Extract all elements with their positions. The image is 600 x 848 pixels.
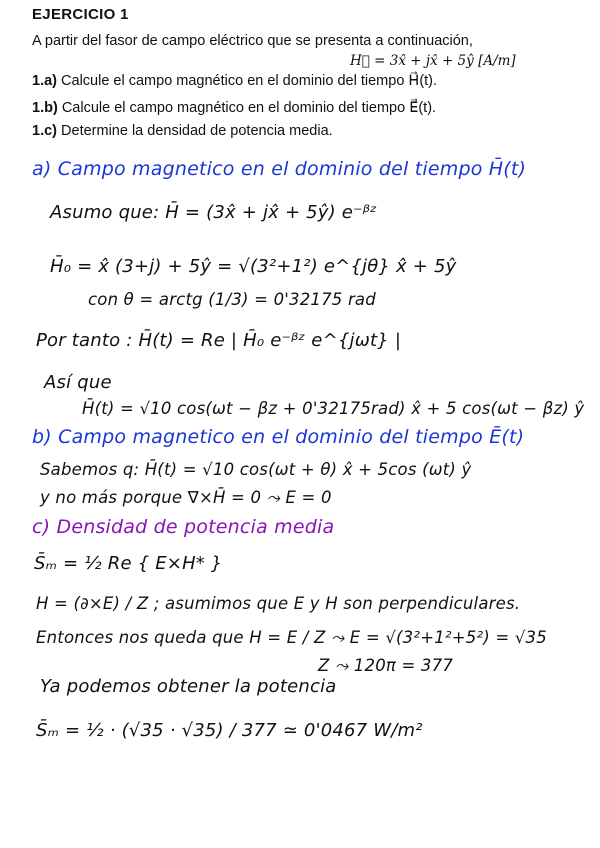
answer-c-line-impedance: Z ⤳ 120π = 377	[318, 656, 454, 675]
answer-a-line-phasor: H̄₀ = x̂ (3+j) + 5ŷ = √(3²+1²) e^{jθ} x̂ + 5ŷ	[50, 256, 457, 277]
intro-text: A partir del fasor de campo eléctrico que se presenta a continuación,	[32, 33, 473, 49]
exercise-title: EJERCICIO 1	[32, 6, 129, 23]
answer-a-heading: a) Campo magnetico en el dominio del tiempo H̄(t)	[32, 158, 527, 180]
answer-c-line-obtain: Ya podemos obtener la potencia	[40, 676, 337, 697]
question-1c-text: Determine la densidad de potencia media.	[61, 123, 333, 139]
answer-c-line-result: S̄ₘ = ½ · (√35 · √35) / 377 ≃ 0'0467 W/m²	[36, 720, 423, 741]
answer-c-line-e-magnitude: Entonces nos queda que H = E / Z ⤳ E = √(3²+1²+5²) = √35	[36, 628, 547, 647]
answer-a-line-result: H̄(t) = √10 cos(ωt − βz + 0'32175rad) x̂ + 5 cos(ωt − βz) ŷ	[82, 399, 585, 418]
answer-b-line-conclusion: y no más porque ∇×H̄ = 0 ⤳ E = 0	[40, 488, 332, 507]
answer-c-heading: c) Densidad de potencia media	[32, 516, 335, 538]
answer-a-line-therefore: Por tanto : H̄(t) = Re | H̄₀ e⁻ᵝᶻ e^{jωt} |	[36, 330, 402, 351]
question-1a	[32, 72, 437, 90]
question-1c	[32, 122, 333, 140]
answer-c-line-power-def: S̄ₘ = ½ Re { E×H* }	[34, 553, 223, 574]
answer-a-line-assumption: Asumo que: H̄ = (3x̂ + jx̂ + 5ŷ) e⁻ᵝᶻ	[50, 202, 378, 223]
question-1b-label: 1.b)	[32, 100, 58, 116]
answer-a-line-so: Así que	[44, 372, 112, 393]
question-1a-label: 1.a)	[32, 73, 57, 89]
answer-a-line-theta: con θ = arctg (1/3) = 0'32175 rad	[88, 290, 376, 309]
answer-b-line-known: Sabemos q: H̄(t) = √10 cos(ωt + θ) x̂ + 5cos (ωt) ŷ	[40, 460, 472, 479]
answer-b-heading: b) Campo magnetico en el dominio del tiempo Ē(t)	[32, 426, 525, 448]
question-1c-label: 1.c)	[32, 123, 57, 139]
question-1b-text: Calcule el campo magnético en el dominio del tiempo E⃗(t).	[61, 100, 437, 116]
field-phasor-formula: H⃗ = 3x̂ + jx̂ + 5ŷ [A/m]	[350, 53, 516, 69]
question-1a-text: Calcule el campo magnético en el dominio del tiempo H⃗(t).	[61, 73, 438, 89]
answer-c-line-h-relation: H = (∂×E) / Z ; asumimos que E y H son perpendiculares.	[36, 594, 521, 613]
question-1b	[32, 99, 436, 117]
